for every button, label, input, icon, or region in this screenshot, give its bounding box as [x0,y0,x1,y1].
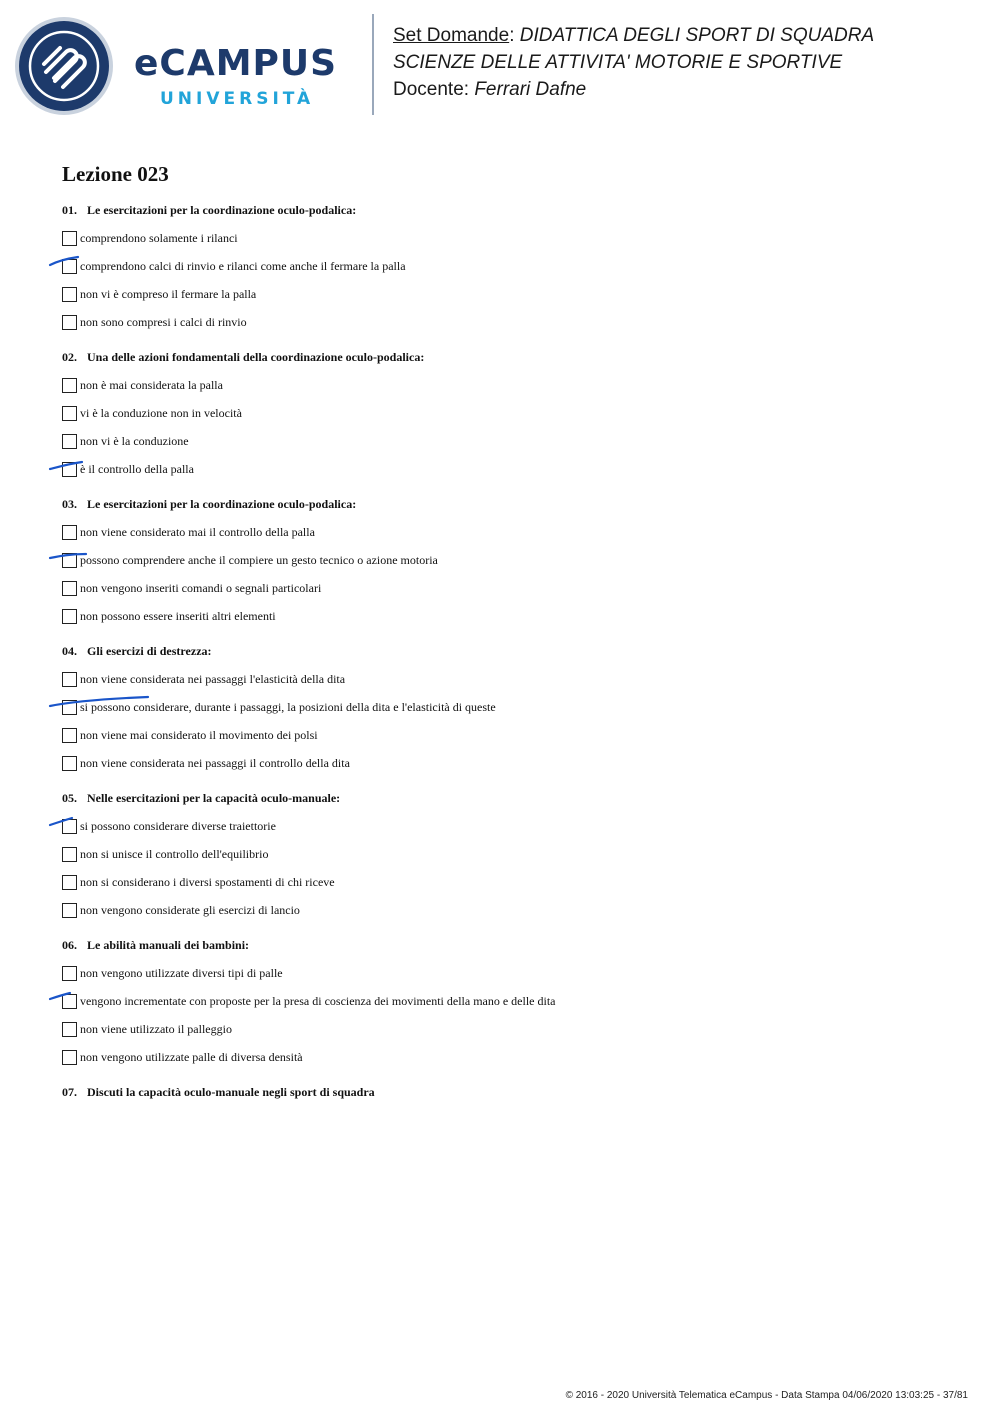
question-label: Una delle azioni fondamentali della coordinazione oculo-podalica: [87,350,425,364]
answer-option[interactable] [62,371,962,399]
answer-option[interactable] [62,1015,962,1043]
question-5 [62,790,962,924]
question-number: 04. [62,644,77,658]
answer-option[interactable] [62,812,962,840]
answer-text: non viene utilizzato il palleggio [80,1022,232,1036]
answer-checkbox[interactable] [62,287,77,302]
answer-option[interactable] [62,693,962,721]
answer-option[interactable] [62,455,962,483]
degree-name: SCIENZE DELLE ATTIVITA' MOTORIE E SPORTIVE [393,52,843,73]
answer-checkbox[interactable] [62,1050,77,1065]
answer-text: possono comprendere anche il compiere un gesto tecnico o azione motoria [80,553,438,567]
course-name: DIDATTICA DEGLI SPORT DI SQUADRA [519,25,875,46]
question-1 [62,202,962,336]
answer-checkbox[interactable] [62,434,77,449]
answer-option[interactable] [62,840,962,868]
logo-brand-text: eCAMPUS [134,43,338,84]
answer-checkbox[interactable] [62,581,77,596]
answer-checkbox[interactable] [62,1022,77,1037]
answer-checkbox[interactable] [62,875,77,890]
ecampus-wordmark-logo [134,44,356,114]
question-number: 07. [62,1085,77,1099]
answer-option[interactable] [62,602,962,630]
answer-option[interactable] [62,1043,962,1071]
answer-text: non vengono utilizzate diversi tipi di palle [80,966,283,980]
question-2 [62,349,962,483]
question-number: 06. [62,938,77,952]
teacher-label: Docente: [393,79,475,100]
question-text [62,937,962,953]
teacher-name: Ferrari Dafne [474,79,587,100]
answer-checkbox[interactable] [62,819,77,834]
header-info [393,22,874,103]
set-label: Set Domande [393,25,510,46]
answer-text: vi è la conduzione non in velocità [80,406,242,420]
answer-checkbox[interactable] [62,315,77,330]
answer-checkbox[interactable] [62,553,77,568]
answer-option[interactable] [62,749,962,777]
answer-text: non possono essere inseriti altri elementi [80,609,276,623]
answer-option[interactable] [62,399,962,427]
logo-sub-text: UNIVERSITÀ [160,89,315,109]
question-label: Le esercitazioni per la coordinazione oculo-podalica: [87,203,357,217]
question-number: 02. [62,350,77,364]
answer-option[interactable] [62,546,962,574]
answer-text: comprendono calci di rinvio e rilanci come anche il fermare la palla [80,259,406,273]
answer-option[interactable] [62,574,962,602]
answer-checkbox[interactable] [62,609,77,624]
answer-text: non vengono utilizzate palle di diversa densità [80,1050,303,1064]
question-label: Nelle esercitazioni per la capacità oculo-manuale: [87,791,341,805]
answer-text: non vi è la conduzione [80,434,189,448]
question-7 [62,1084,962,1100]
answer-text: non viene considerata nei passaggi l'elasticità della dita [80,672,346,686]
answer-text: non si unisce il controllo dell'equilibrio [80,847,269,861]
page-header [0,0,1000,125]
answer-text: non viene mai considerato il movimento dei polsi [80,728,318,742]
answer-checkbox[interactable] [62,966,77,981]
answer-text: si possono considerare diverse traiettorie [80,819,276,833]
answer-checkbox[interactable] [62,672,77,687]
answer-text: non vengono inseriti comandi o segnali particolari [80,581,322,595]
answer-option[interactable] [62,427,962,455]
question-label: Le abilità manuali dei bambini: [87,938,250,952]
question-text [62,349,962,365]
answer-checkbox[interactable] [62,903,77,918]
answer-checkbox[interactable] [62,259,77,274]
answer-checkbox[interactable] [62,525,77,540]
question-3 [62,496,962,630]
answer-option[interactable] [62,868,962,896]
question-label: Le esercitazioni per la coordinazione oculo-podalica: [87,497,357,511]
answer-checkbox[interactable] [62,406,77,421]
answer-text: comprendono solamente i rilanci [80,231,238,245]
answer-checkbox[interactable] [62,728,77,743]
answer-text: non vengono considerate gli esercizi di lancio [80,903,300,917]
answer-option[interactable] [62,224,962,252]
question-text [62,496,962,512]
answer-text: non si considerano i diversi spostamenti di chi riceve [80,875,335,889]
question-text [62,1084,962,1100]
answer-text: non è mai considerata la palla [80,378,223,392]
question-number: 03. [62,497,77,511]
answer-checkbox[interactable] [62,462,77,477]
answer-checkbox[interactable] [62,994,77,1009]
page-footer: © 2016 - 2020 Università Telematica eCampus - Data Stampa 04/06/2020 13:03:25 - 37/81 [565,1390,968,1401]
header-line-course [393,22,874,49]
answer-text: non sono compresi i calci di rinvio [80,315,247,329]
answer-option[interactable] [62,987,962,1015]
answer-option[interactable] [62,896,962,924]
answer-text: non viene considerato mai il controllo della palla [80,525,315,539]
answer-text: non viene considerata nei passaggi il controllo della dita [80,756,350,770]
header-line-teacher [393,76,874,103]
question-text [62,790,962,806]
answer-option[interactable] [62,665,962,693]
question-number: 01. [62,203,77,217]
ecampus-seal-logo [14,16,114,116]
question-label: Gli esercizi di destrezza: [87,644,212,658]
answer-checkbox[interactable] [62,378,77,393]
answer-option[interactable] [62,518,962,546]
lesson-title: Lezione 023 [62,162,169,186]
answer-option[interactable] [62,280,962,308]
answer-checkbox[interactable] [62,847,77,862]
answer-option[interactable] [62,721,962,749]
quiz-content [62,160,962,1113]
question-list [62,202,962,1100]
answer-option[interactable] [62,959,962,987]
answer-option[interactable] [62,308,962,336]
answer-text: è il controllo della palla [80,462,194,476]
answer-text: vengono incrementate con proposte per la presa di coscienza dei movimenti della mano e delle dita [80,994,556,1008]
set-separator: : [509,25,520,46]
question-text [62,643,962,659]
question-number: 05. [62,791,77,805]
answer-checkbox[interactable] [62,231,77,246]
question-text [62,202,962,218]
question-6 [62,937,962,1071]
answer-text: non vi è compreso il fermare la palla [80,287,257,301]
answer-checkbox[interactable] [62,756,77,771]
answer-text: si possono considerare, durante i passaggi, la posizioni della dita e l'elasticità di queste [80,700,496,714]
question-label: Discuti la capacità oculo-manuale negli sport di squadra [87,1085,375,1099]
answer-checkbox[interactable] [62,700,77,715]
answer-option[interactable] [62,252,962,280]
question-4 [62,643,962,777]
header-divider [372,14,374,115]
